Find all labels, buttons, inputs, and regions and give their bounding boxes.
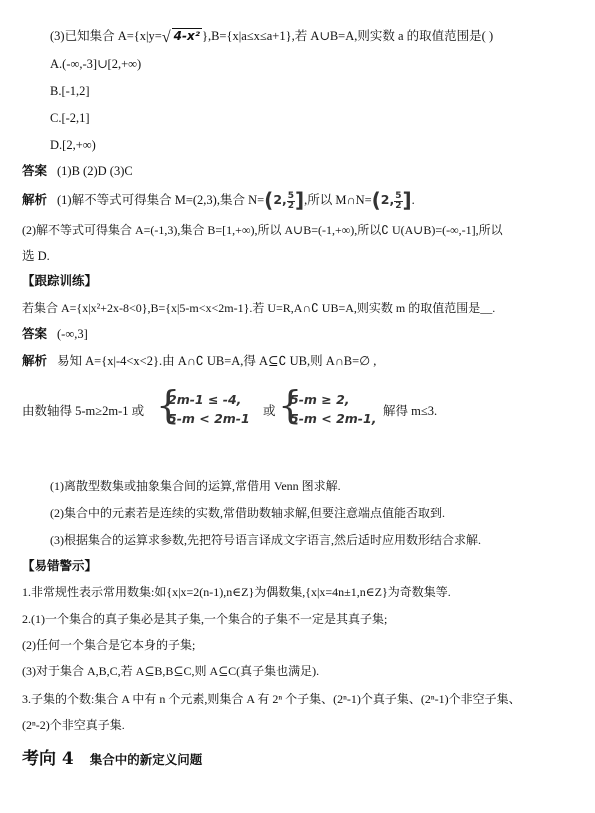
analysis-label: 解析 [22,192,48,207]
follow-up-question: 若集合 A={x|x²+2x-8<0},B={x|5-m<x<2m-1}.若 U=R,A∩∁ UB=A,则实数 m 的取值范围是__. [22,301,496,315]
open-paren-2: ( [371,188,381,212]
option-b: B.[-1,2] [50,84,90,98]
option-c: C.[-2,1] [50,111,90,125]
sqrt-expression: 4-x² [173,29,200,43]
analysis-line-3 [22,352,376,370]
analysis-line-1 [22,188,415,212]
or-word: 或 [263,404,276,418]
close-bracket-2: ] [402,188,412,212]
answer-label: 答案 [22,163,48,178]
left-brace-2: { [278,383,303,427]
analysis-text-b: ,所以 M∩N= [304,193,372,207]
frac-num-2: 5 [395,190,402,201]
warning-title: 【易错警示】 [22,558,98,573]
answer-label-2: 答案 [22,326,48,341]
analysis-text-a: (1)解不等式可得集合 M=(2,3),集合 N= [57,193,265,207]
analysis-label-2: 解析 [22,353,48,368]
option-a: A.(-∞,-3]∪[2,+∞) [50,57,142,71]
warning-6: (2ⁿ-2)个非空真子集. [22,718,125,732]
frac-num: 5 [287,190,295,201]
stem-part-a: (3)已知集合 A={x|y= [50,29,162,43]
system-1-row-2: 5-m < 2m-1 [168,411,250,426]
answer-line-1 [22,162,133,180]
system-2-row-2: 5-m < 2m-1, [290,411,377,426]
fraction-5-2-b [394,192,402,211]
warning-4: (3)对于集合 A,B,C,若 A⊆B,B⊆C,则 A⊆C(真子集也满足). [22,664,320,678]
fraction-5-2 [287,192,295,211]
method-3: (3)根据集合的运算求参数,先把符号语言译成文字语言,然后适时应用数形结合求解. [50,533,481,547]
section-heading [22,748,202,771]
number-line-text-a: 由数轴得 5-m≥2m-1 或 [22,404,145,418]
open-paren: ( [264,188,274,212]
warning-3: (2)任何一个集合是它本身的子集; [22,638,196,652]
answer-text: (1)B (2)D (3)C [57,164,133,178]
question-3-stem [50,27,493,47]
analysis-text-c: . [411,193,415,207]
radical-sign: √ [161,29,171,46]
section-number: 考向 4 [22,749,74,769]
method-1: (1)离散型数集或抽象集合间的运算,常借用 Venn 图求解. [50,479,341,493]
analysis-2-line-1: (2)解不等式可得集合 A=(-1,3),集合 B=[1,+∞),所以 A∪B=(-1,+∞),所以∁ U(A∪B)=(-∞,-1],所以 [22,223,503,237]
frac-den-2: 2 [395,200,402,211]
answer-text-2: (-∞,3] [57,327,88,341]
option-d: D.[2,+∞) [50,138,96,152]
interval-lo: 2, [273,192,287,207]
left-brace-1: { [156,383,181,427]
close-bracket: ] [295,188,305,212]
warning-1: 1.非常规性表示常用数集:如{x|x=2(n-1),n∈Z}为偶数集,{x|x=4n±1,n∈Z}为奇数集等. [22,585,451,599]
answer-line-2 [22,325,88,343]
number-line-text-b: 解得 m≤3. [383,404,438,418]
system-2-row-1: 5-m ≥ 2, [290,392,350,407]
stem-part-b: },B={x|a≤x≤a+1},若 A∪B=A,则实数 a 的取值范围是( ) [201,29,494,43]
frac-den: 2 [287,200,295,211]
system-1-row-1: 2m-1 ≤ -4, [168,392,242,407]
section-title: 集合中的新定义问题 [89,752,203,767]
follow-up-title: 【跟踪训练】 [22,273,98,288]
analysis-2-line-2: 选 D. [22,249,50,263]
warning-5: 3.子集的个数:集合 A 中有 n 个元素,则集合 A 有 2ⁿ 个子集、(2ⁿ-1)个真子集、(2ⁿ-1)个非空子集、 [22,692,521,706]
method-2: (2)集合中的元素若是连续的实数,常借助数轴求解,但要注意端点值能否取到. [50,506,445,520]
warning-2: 2.(1)一个集合的真子集必是其子集,一个集合的子集不一定是其真子集; [22,612,388,626]
analysis-text-3: 易知 A={x|-4<x<2}.由 A∩∁ UB=A,得 A⊆∁ UB,则 A∩B=∅ , [57,354,377,368]
interval-lo-2: 2, [380,192,395,207]
